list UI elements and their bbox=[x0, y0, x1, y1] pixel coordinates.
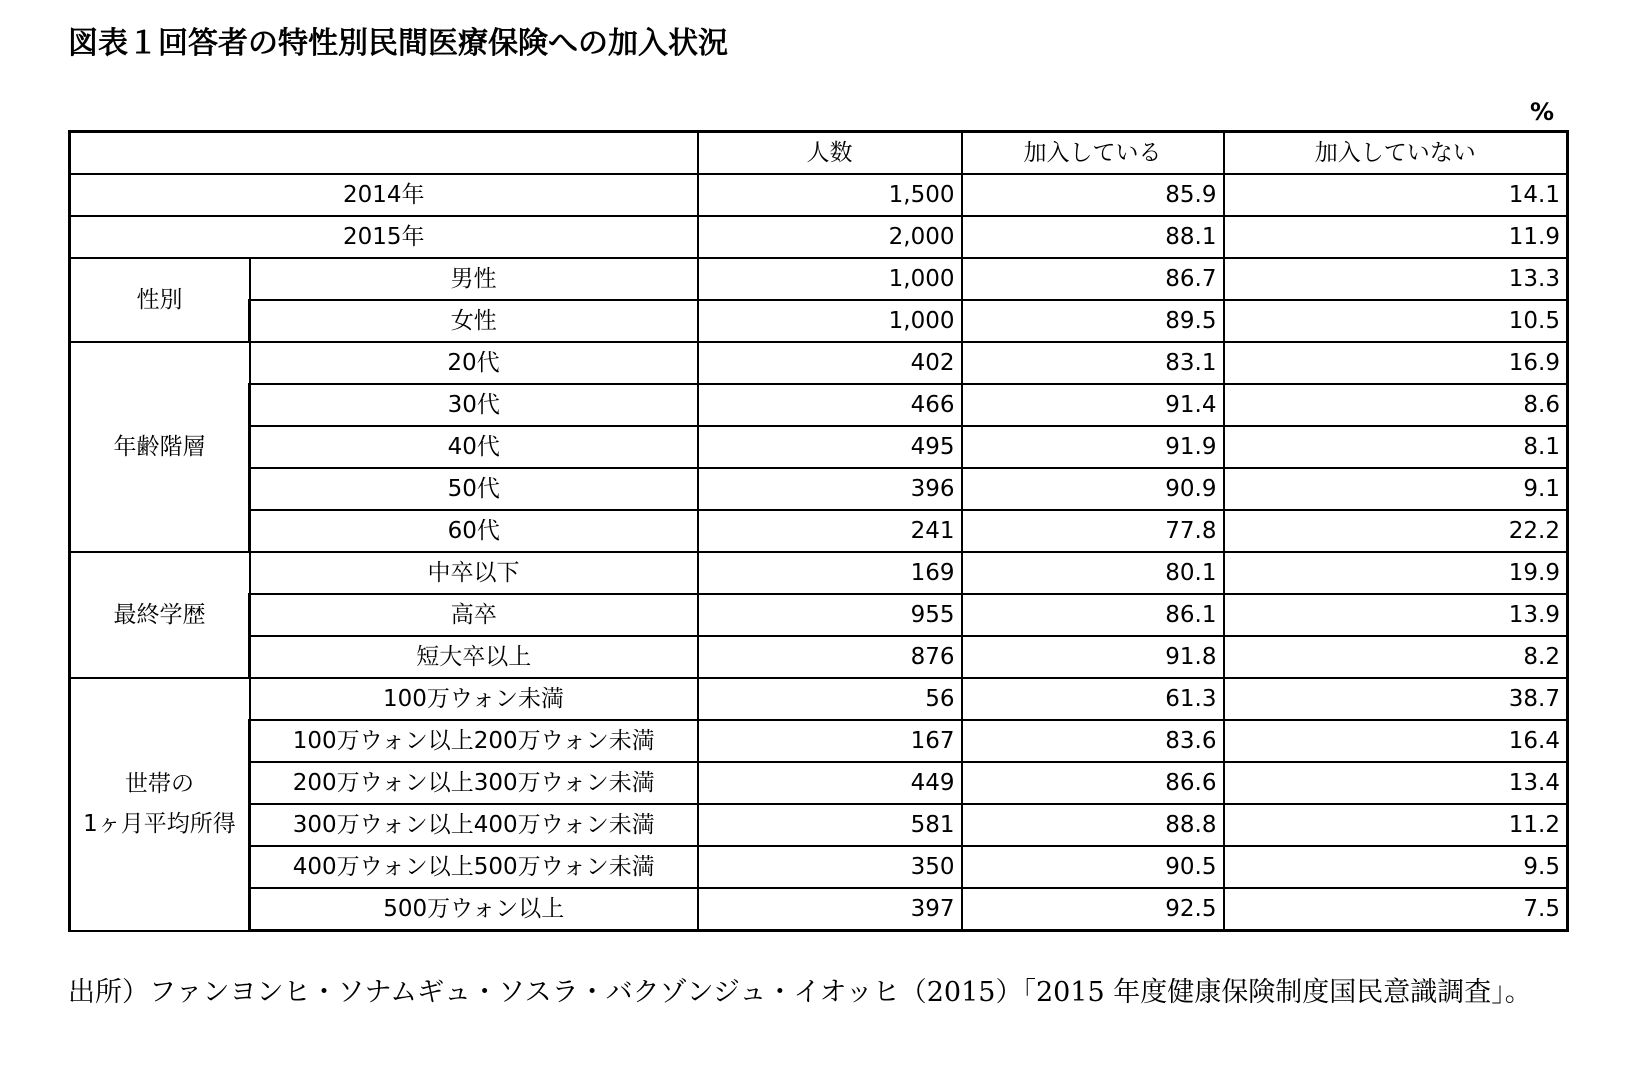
insured-cell: 88.8 bbox=[962, 804, 1224, 846]
unit-label: % bbox=[1530, 98, 1555, 126]
insured-cell: 86.7 bbox=[962, 258, 1224, 300]
insured-cell: 83.1 bbox=[962, 342, 1224, 384]
insured-cell: 77.8 bbox=[962, 510, 1224, 552]
header-blank-cell bbox=[70, 132, 698, 175]
table-row bbox=[70, 174, 1568, 216]
table-row bbox=[70, 468, 1568, 510]
count-cell: 495 bbox=[698, 426, 962, 468]
header-row bbox=[70, 132, 1568, 175]
count-cell: 396 bbox=[698, 468, 962, 510]
not-insured-cell: 16.9 bbox=[1224, 342, 1568, 384]
count-cell: 397 bbox=[698, 888, 962, 931]
row-label: 400万ウォン以上500万ウォン未満 bbox=[250, 846, 698, 888]
table-row bbox=[70, 384, 1568, 426]
not-insured-cell: 9.1 bbox=[1224, 468, 1568, 510]
insured-cell: 86.6 bbox=[962, 762, 1224, 804]
year-label: 2015年 bbox=[70, 216, 698, 258]
row-label: 500万ウォン以上 bbox=[250, 888, 698, 931]
count-cell: 1,000 bbox=[698, 258, 962, 300]
not-insured-cell: 13.3 bbox=[1224, 258, 1568, 300]
table-row bbox=[70, 594, 1568, 636]
insured-cell: 61.3 bbox=[962, 678, 1224, 720]
insured-cell: 85.9 bbox=[962, 174, 1224, 216]
table-row bbox=[70, 510, 1568, 552]
not-insured-cell: 11.2 bbox=[1224, 804, 1568, 846]
row-label: 40代 bbox=[250, 426, 698, 468]
count-cell: 402 bbox=[698, 342, 962, 384]
insured-cell: 86.1 bbox=[962, 594, 1224, 636]
header-not-insured: 加入していない bbox=[1224, 132, 1568, 175]
count-cell: 2,000 bbox=[698, 216, 962, 258]
table-row bbox=[70, 720, 1568, 762]
table-row bbox=[70, 678, 1568, 720]
table-row bbox=[70, 258, 1568, 300]
insured-cell: 89.5 bbox=[962, 300, 1224, 342]
table-row bbox=[70, 552, 1568, 594]
count-cell: 466 bbox=[698, 384, 962, 426]
not-insured-cell: 13.4 bbox=[1224, 762, 1568, 804]
row-label: 20代 bbox=[250, 342, 698, 384]
not-insured-cell: 14.1 bbox=[1224, 174, 1568, 216]
row-label: 女性 bbox=[250, 300, 698, 342]
group-label: 最終学歴 bbox=[70, 552, 250, 678]
insured-cell: 83.6 bbox=[962, 720, 1224, 762]
not-insured-cell: 10.5 bbox=[1224, 300, 1568, 342]
count-cell: 350 bbox=[698, 846, 962, 888]
group-label: 年齢階層 bbox=[70, 342, 250, 552]
not-insured-cell: 19.9 bbox=[1224, 552, 1568, 594]
table-row bbox=[70, 300, 1568, 342]
not-insured-cell: 16.4 bbox=[1224, 720, 1568, 762]
row-label: 60代 bbox=[250, 510, 698, 552]
row-label: 200万ウォン以上300万ウォン未満 bbox=[250, 762, 698, 804]
table-row bbox=[70, 804, 1568, 846]
table-row bbox=[70, 846, 1568, 888]
row-label: 100万ウォン以上200万ウォン未満 bbox=[250, 720, 698, 762]
source-note: 出所）ファンヨンヒ・ソナムギュ・ソスラ・バクゾンジュ・イオッヒ（2015）「2015 年度健康保険制度国民意識調査」。 bbox=[68, 977, 1532, 1008]
insured-cell: 88.1 bbox=[962, 216, 1224, 258]
count-cell: 876 bbox=[698, 636, 962, 678]
row-label: 50代 bbox=[250, 468, 698, 510]
count-cell: 581 bbox=[698, 804, 962, 846]
table-row bbox=[70, 762, 1568, 804]
insured-cell: 80.1 bbox=[962, 552, 1224, 594]
count-cell: 1,500 bbox=[698, 174, 962, 216]
row-label: 男性 bbox=[250, 258, 698, 300]
count-cell: 1,000 bbox=[698, 300, 962, 342]
insurance-table bbox=[68, 130, 1569, 932]
count-cell: 955 bbox=[698, 594, 962, 636]
header-count: 人数 bbox=[698, 132, 962, 175]
row-label: 高卒 bbox=[250, 594, 698, 636]
not-insured-cell: 8.2 bbox=[1224, 636, 1568, 678]
table-row bbox=[70, 342, 1568, 384]
not-insured-cell: 11.9 bbox=[1224, 216, 1568, 258]
insured-cell: 90.5 bbox=[962, 846, 1224, 888]
not-insured-cell: 38.7 bbox=[1224, 678, 1568, 720]
year-label: 2014年 bbox=[70, 174, 698, 216]
group-label: 性別 bbox=[70, 258, 250, 342]
header-insured: 加入している bbox=[962, 132, 1224, 175]
insured-cell: 90.9 bbox=[962, 468, 1224, 510]
count-cell: 449 bbox=[698, 762, 962, 804]
row-label: 300万ウォン以上400万ウォン未満 bbox=[250, 804, 698, 846]
table-row bbox=[70, 426, 1568, 468]
insured-cell: 92.5 bbox=[962, 888, 1224, 931]
table-row bbox=[70, 888, 1568, 931]
insured-cell: 91.4 bbox=[962, 384, 1224, 426]
row-label: 100万ウォン未満 bbox=[250, 678, 698, 720]
table-row bbox=[70, 636, 1568, 678]
count-cell: 241 bbox=[698, 510, 962, 552]
row-label: 中卒以下 bbox=[250, 552, 698, 594]
not-insured-cell: 7.5 bbox=[1224, 888, 1568, 931]
count-cell: 167 bbox=[698, 720, 962, 762]
page-title: 図表１回答者の特性別民間医療保険への加入状況 bbox=[68, 26, 728, 61]
insured-cell: 91.8 bbox=[962, 636, 1224, 678]
not-insured-cell: 13.9 bbox=[1224, 594, 1568, 636]
count-cell: 56 bbox=[698, 678, 962, 720]
insured-cell: 91.9 bbox=[962, 426, 1224, 468]
not-insured-cell: 9.5 bbox=[1224, 846, 1568, 888]
not-insured-cell: 8.1 bbox=[1224, 426, 1568, 468]
not-insured-cell: 8.6 bbox=[1224, 384, 1568, 426]
row-label: 30代 bbox=[250, 384, 698, 426]
count-cell: 169 bbox=[698, 552, 962, 594]
group-label: 世帯の 1ヶ月平均所得 bbox=[70, 678, 250, 931]
table-row bbox=[70, 216, 1568, 258]
not-insured-cell: 22.2 bbox=[1224, 510, 1568, 552]
row-label: 短大卒以上 bbox=[250, 636, 698, 678]
